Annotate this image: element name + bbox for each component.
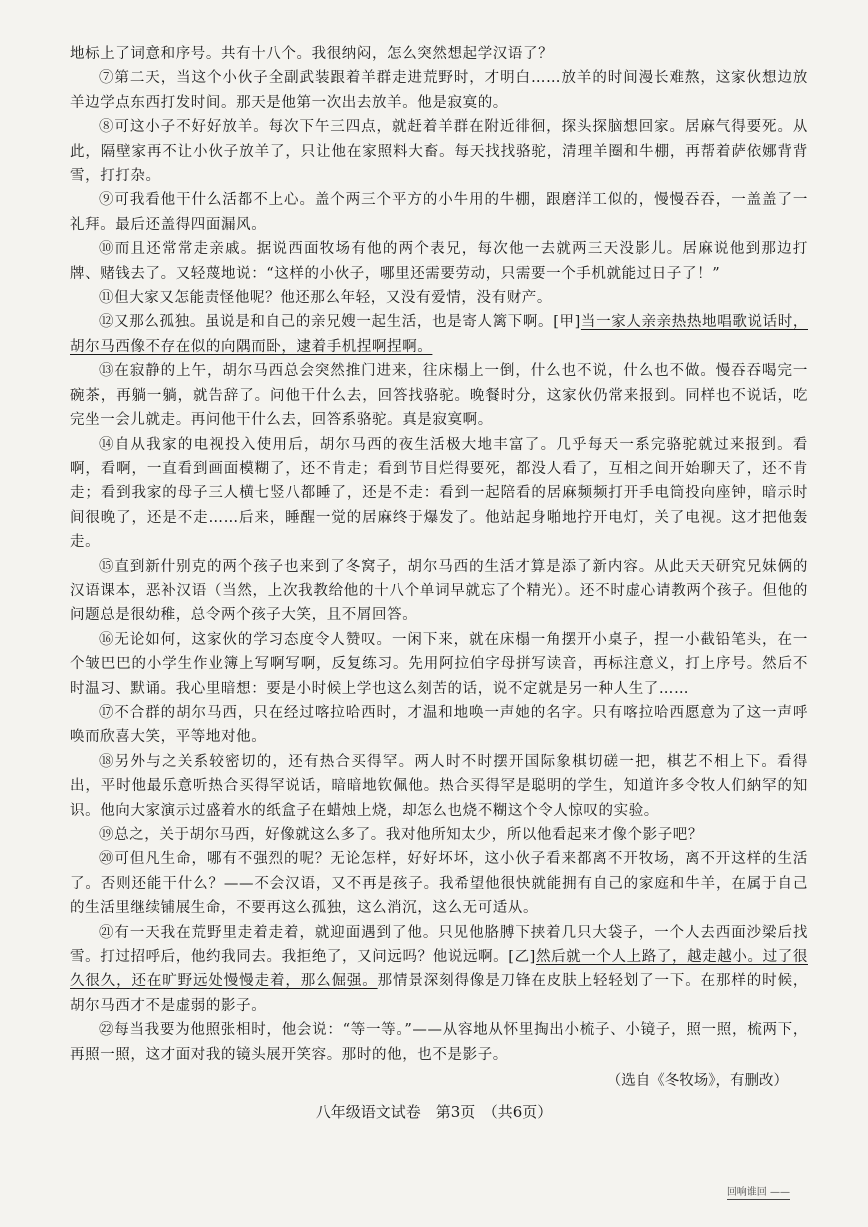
corner-mark: 回响谁回 —— [727,1183,790,1200]
paragraph-14: ⑭自从我家的电视投入使用后，胡尔马西的夜生活极大地丰富了。几乎每天一系完骆驼就过来报到。看啊，看啊，一直看到画面模糊了，还不肯走；看到节目烂得要死，都没人看了，互相之间开始聊天了，还不肯走；看到我家的母子三人横七竖八都睡了，还是不走：看到一起陪看的居麻频频打开手电筒投向座钟，暗示时间很晚了，还是不走……后来，睡醒一觉的居麻终于爆发了。他站起身啪地拧开电灯，关了电视。这才把他轰走。 [70,436,808,551]
underlined-sentence-jia: 当一家人亲亲热热地唱歌说话时，胡尔马西像不存在似的向隅而卧，逮着手机捏啊捏啊。 [70,314,808,355]
paragraph-10: ⑩而且还常常走亲戚。据说西面牧场有他的两个表兄，每次他一去就两三天没影儿。居麻说他到那边打牌、赌钱去了。又轻蔑地说：“这样的小伙子，哪里还需要劳动，只需要一个手机就能过日子了！” [70,241,808,282]
paragraph-19: ⑲总之，关于胡尔马西，好像就这么多了。我对他所知太少，所以他看起来才像个影子吧？ [99,827,703,843]
paragraph-16: ⑯无论如何，这家伙的学习态度令人赞叹。一闲下来，就在床榻一角摆开小桌子，捏一小截铅笔头，在一个皱巴巴的小学生作业簿上写啊写啊，反复练习。先用阿拉伯字母拼写读音，再标注意义，打上序号。然后不时温习、默诵。我心里暗想：要是小时候上学也这么刻苦的话，说不定就是另一种人生了…… [70,631,808,697]
paragraph-11: ⑪但大家又怎能责怪他呢？他还那么年轻，又没有爱情，没有财产。 [99,290,552,307]
source-citation: （选自《冬牧场》，有删改） [606,1073,788,1090]
paragraph-21-tail: 那情景深刻得像是刀锋在皮肤上轻轻划了一下。在那样的时候，胡尔马西才不是虚弱的影子。 [70,973,808,1014]
paragraph-17: ⑰不合群的胡尔马西，只在经过喀拉哈西时，才温和地唤一声她的名字。只有喀拉哈西愿意为了这一声呼唤而欣喜大笑，平等地对他。 [70,704,808,746]
paragraph-12 [70,310,808,359]
underlined-sentence-yi: 然后就一个人上路了，越走越小。过了很久很久，还在旷野远处慢慢走着，那么倔强。 [70,949,808,990]
paragraph-15: ⑮直到新什别克的两个孩子也来到了冬窝子，胡尔马西的生活才算是添了新内容。从此天天研究兄妹俩的汉语课本，恶补汉语（当然，上次我教给他的十八个单词早就忘了个精光）。还不时虚心请教两个孩子。但他的问题总是很幼稚，总令两个孩子大笑，且不屑回答。 [70,558,808,624]
paragraph-7: ⑦第二天，当这个小伙子全副武装跟着羊群走进荒野时，才明白……放羊的时间漫长难熬，这家伙想边放羊边学点东西打发时间。那天是他第一次出去放羊。他是寂寞的。 [70,70,808,111]
page-footer: 八年级语文试卷 第3页 （共6页） [315,1103,553,1121]
paragraph-8: ⑧可这小子不好好放羊。每次下午三四点，就赶着羊群在附近徘徊，探头探脑想回家。居麻气得要死。从此，隔壁家再不让小伙子放羊了，只让他在家照料大畜。每天找找骆驼，清理羊圈和牛棚，再帮着萨依娜背背雪，打打杂。 [70,119,808,185]
paragraph-9: ⑨可我看他干什么活都不上心。盖个两三个平方的小牛用的牛棚，跟磨洋工似的，慢慢吞吞，一盖盖了一礼拜。最后还盖得四面漏风。 [70,192,808,233]
paragraph-12-text: ⑫又那么孤独。虽说是和自己的亲兄嫂一起生活，也是寄人篱下啊。[甲] [99,314,581,331]
paragraph-22: ㉒每当我要为他照张相时，他会说：“等一等。”——从容地从怀里掏出小梳子、小镜子，照一照，梳两下，再照一照，这才面对我的镜头展开笑容。那时的他，也不是影子。 [70,1022,808,1063]
paragraph-18: ⑱另外与之关系较密切的，还有热合买得罕。两人时不时摆开国际象棋切磋一把，棋艺不相上下。看得出，平时他最乐意听热合买得罕说话，暗暗地钦佩他。热合买得罕是聪明的学生，知道许多令牧人们納罕的知识。他向大家演示过盛着水的纸盒子在蜡烛上烧，却怎么也烧不糊这个令人惊叹的实验。 [70,753,808,819]
paragraph-intro: 地标上了词意和序号。共有十八个。我很纳闷，怎么突然想起学汉语了？ [70,46,554,62]
paragraph-21-text: ㉑有一天我在荒野里走着走着，就迎面遇到了他。只见他胳膊下挟着几只大袋子，一个人去西面沙梁后找雪。打过招呼后，他约我同去。我拒绝了，又问远吗？他说远啊。[乙] [70,924,808,966]
paragraph-20: ⑳可但凡生命，哪有不强烈的呢？无论怎样，好好坏坏，这小伙子看来都离不开牧场，离不开这样的生活了。否则还能干什么？——不会汉语，又不再是孩子。我希望他很快就能拥有自己的家庭和牛羊，在属于自己的生活里继续铺展生命，不要再这么孤独，这么消沉，这么无可适从。 [70,851,808,917]
article-body [70,42,808,1093]
paragraph-21 [70,921,808,1019]
paragraph-13: ⑬在寂静的上午，胡尔马西总会突然推门进来，往床榻上一倒，什么也不说，什么也不做。慢吞吞喝完一碗茶，再躺一躺，就告辞了。问他干什么去，回答找骆驼。晚餐时分，这家伙仍常来报到。同样也不说话，吃完坐一会儿就走。再问他干什么去，回答系骆驼。真是寂寞啊。 [70,363,808,429]
